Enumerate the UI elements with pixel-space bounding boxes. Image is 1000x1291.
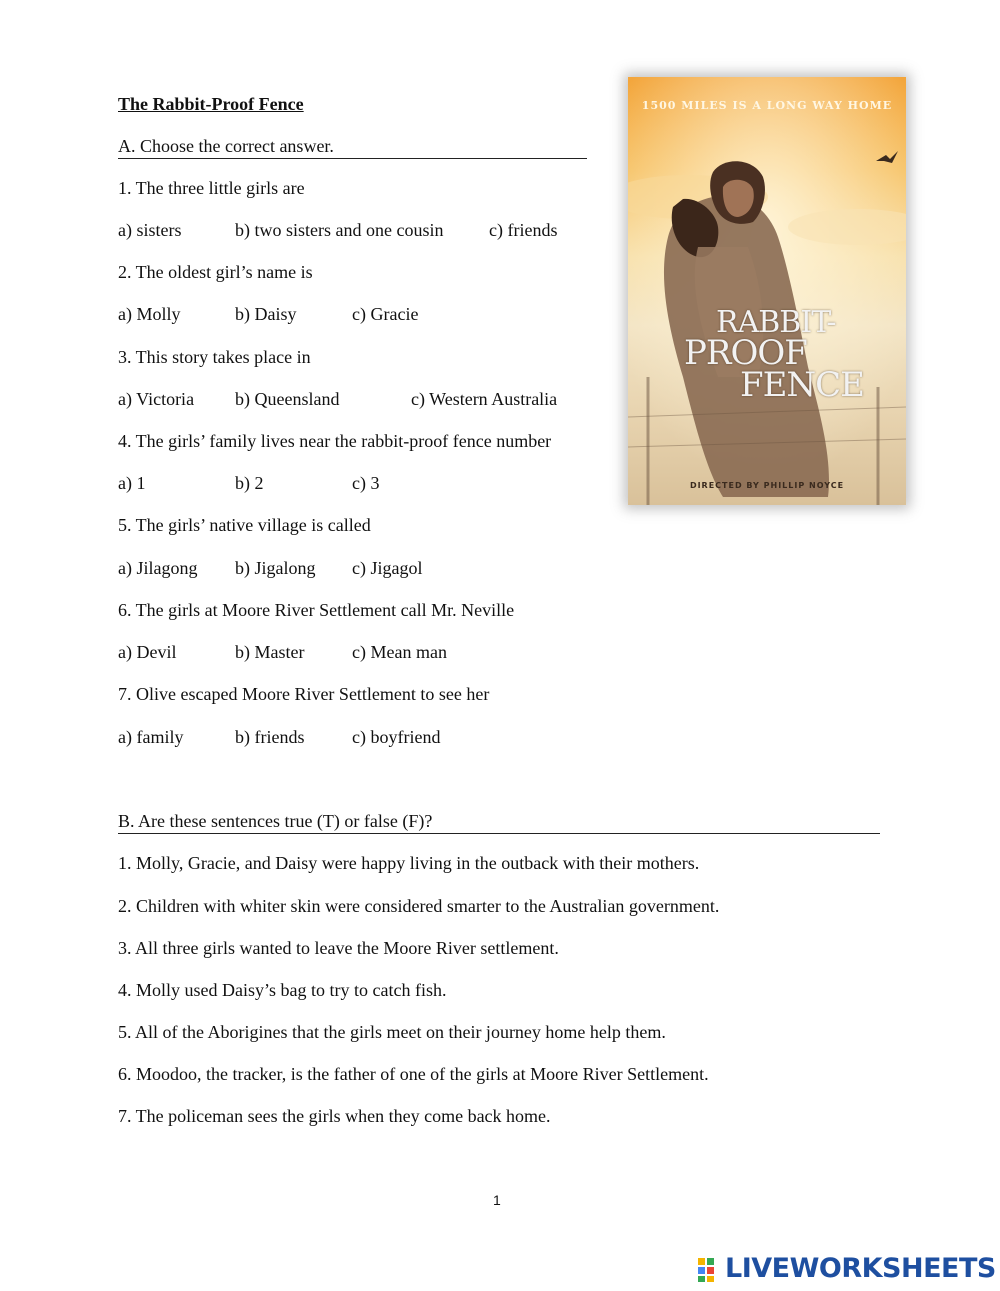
- question-7: 7. Olive escaped Moore River Settlement to see her: [118, 684, 490, 704]
- poster-title-line-3: FENCE: [740, 365, 864, 405]
- option-5c[interactable]: c) Jigagol: [352, 558, 423, 578]
- section-b-heading: B. Are these sentences true (T) or false (F)?: [118, 811, 880, 834]
- page-number: 1: [493, 1192, 501, 1208]
- option-1a[interactable]: a) sisters: [118, 220, 182, 240]
- option-1b[interactable]: b) two sisters and one cousin: [235, 220, 444, 240]
- option-7c[interactable]: c) boyfriend: [352, 727, 441, 747]
- question-1: 1. The three little girls are: [118, 178, 305, 198]
- option-4a[interactable]: a) 1: [118, 473, 146, 493]
- option-4b[interactable]: b) 2: [235, 473, 264, 493]
- option-5a[interactable]: a) Jilagong: [118, 558, 198, 578]
- tf-sentence-2: 2. Children with whiter skin were considered smarter to the Australian government.: [118, 896, 720, 916]
- question-5: 5. The girls’ native village is called: [118, 515, 371, 535]
- tf-sentence-7: 7. The policeman sees the girls when they come back home.: [118, 1106, 551, 1126]
- tf-sentence-6: 6. Moodoo, the tracker, is the father of one of the girls at Moore River Settlement.: [118, 1064, 709, 1084]
- poster-credit: DIRECTED BY PHILLIP NOYCE: [689, 481, 845, 490]
- tf-sentence-1: 1. Molly, Gracie, and Daisy were happy living in the outback with their mothers.: [118, 853, 700, 873]
- tf-sentence-3: 3. All three girls wanted to leave the Moore River settlement.: [118, 938, 559, 958]
- poster-tagline: 1500 MILES IS A LONG WAY HOME: [641, 99, 893, 112]
- document-title: The Rabbit-Proof Fence: [118, 94, 304, 114]
- liveworksheets-logo-icon: [697, 1257, 723, 1283]
- tf-sentence-4: 4. Molly used Daisy’s bag to try to catch fish.: [118, 980, 447, 1000]
- section-a-heading: A. Choose the correct answer.: [118, 136, 587, 159]
- option-3a[interactable]: a) Victoria: [118, 389, 195, 409]
- poster-title-line-2: PROOF: [684, 333, 807, 373]
- option-1c[interactable]: c) friends: [489, 220, 558, 240]
- question-6: 6. The girls at Moore River Settlement call Mr. Neville: [118, 600, 515, 620]
- movie-poster: [628, 77, 906, 505]
- option-2b[interactable]: b) Daisy: [235, 304, 297, 324]
- option-6c[interactable]: c) Mean man: [352, 642, 447, 662]
- poster-artwork: [628, 77, 906, 505]
- option-2a[interactable]: a) Molly: [118, 304, 181, 324]
- option-7b[interactable]: b) friends: [235, 727, 305, 747]
- question-4: 4. The girls’ family lives near the rabbit-proof fence number: [118, 431, 552, 451]
- question-2: 2. The oldest girl’s name is: [118, 262, 313, 282]
- tf-sentence-5: 5. All of the Aborigines that the girls meet on their journey home help them.: [118, 1022, 666, 1042]
- option-4c[interactable]: c) 3: [352, 473, 380, 493]
- question-3: 3. This story takes place in: [118, 347, 311, 367]
- option-2c[interactable]: c) Gracie: [352, 304, 419, 324]
- option-3c[interactable]: c) Western Australia: [411, 389, 558, 409]
- option-6a[interactable]: a) Devil: [118, 642, 177, 662]
- poster-title-line-1: RABBIT-: [716, 305, 836, 340]
- option-7a[interactable]: a) family: [118, 727, 184, 747]
- option-5b[interactable]: b) Jigalong: [235, 558, 316, 578]
- logo-text: LIVEWORKSHEETS: [725, 1253, 996, 1284]
- option-3b[interactable]: b) Queensland: [235, 389, 340, 409]
- option-6b[interactable]: b) Master: [235, 642, 305, 662]
